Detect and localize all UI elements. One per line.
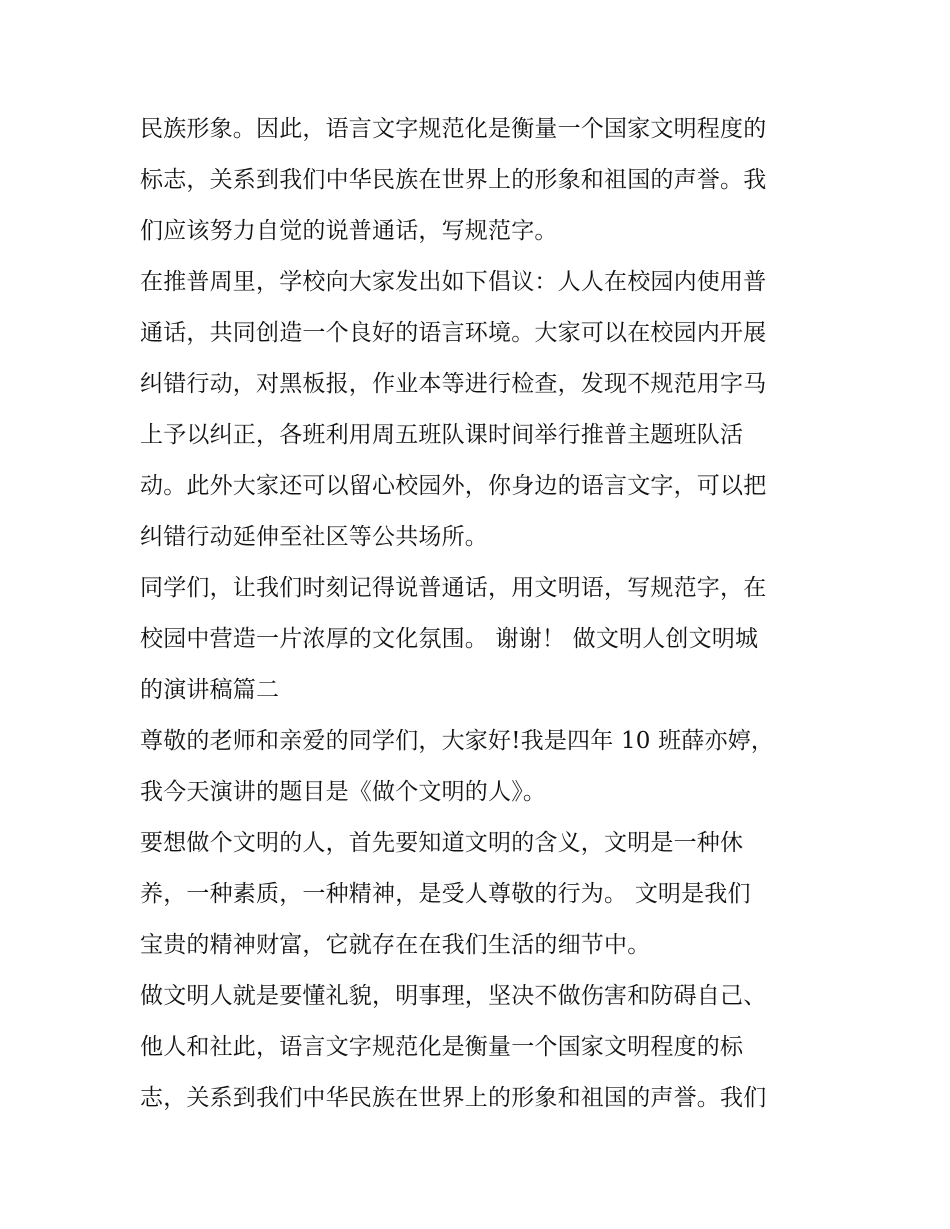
text-line: 动。此外大家还可以留心校园外，你身边的语言文字，可以把 <box>140 473 767 499</box>
document-body <box>140 109 815 1129</box>
text-line: 他人和社此，语言文字规范化是衡量一个国家文明程度的标 <box>140 1034 744 1060</box>
text-line: 纠错行动延伸至社区等公共场所。 <box>140 524 488 550</box>
text-line: 校园中营造一片浓厚的文化氛围。 谢谢！ 做文明人创文明城 <box>140 626 759 652</box>
text-line: 的演讲稿篇二 <box>140 677 280 703</box>
text-line: 同学们，让我们时刻记得说普通话，用文明语，写规范字，在 <box>140 575 767 601</box>
text-line: 我今天演讲的题目是《做个文明的人》。 <box>140 779 547 805</box>
text-line: 标志，关系到我们中华民族在世界上的形象和祖国的声誉。我 <box>140 167 767 193</box>
text-line: 民族形象。因此，语言文字规范化是衡量一个国家文明程度的 <box>140 116 767 142</box>
text-line: 在推普周里，学校向大家发出如下倡议：人人在校园内使用普 <box>140 269 767 295</box>
text-line: 要想做个文明的人，首先要知道文明的含义，文明是一种休 <box>140 830 744 856</box>
text-line: 上予以纠正，各班利用周五班队课时间举行推普主题班队活 <box>140 422 744 448</box>
text-line: 志，关系到我们中华民族在世界上的形象和祖国的声誉。我们 <box>140 1085 767 1111</box>
text-line: 纠错行动，对黑板报，作业本等进行检查，发现不规范用字马 <box>140 371 767 397</box>
text-line: 宝贵的精神财富，它就存在在我们生活的细节中。 <box>140 932 651 958</box>
text-line: 做文明人就是要懂礼貌，明事理，坚决不做伤害和防碍自己、 <box>140 983 767 1009</box>
text-line: 养，一种素质，一种精神，是受人尊敬的行为。 文明是我们 <box>140 881 751 907</box>
text-line: 尊敬的老师和亲爱的同学们，大家好!我是四年 10 班薛亦婷， <box>140 728 775 754</box>
text-line: 们应该努力自觉的说普通话，写规范字。 <box>140 218 558 244</box>
text-line: 通话，共同创造一个良好的语言环境。大家可以在校园内开展 <box>140 320 767 346</box>
